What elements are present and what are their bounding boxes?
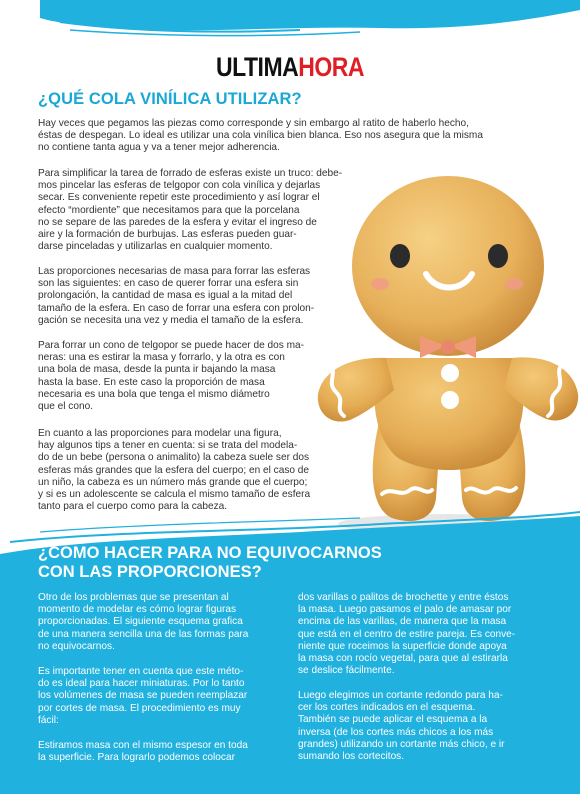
text-line: tanto para el cuerpo como para la cabeza. [38, 501, 228, 513]
section2-heading [38, 544, 458, 582]
logo-hora: HORA [298, 52, 364, 82]
text-line: que está en el centro de estire pareja. Es conve- [298, 628, 516, 640]
text-line: proporcionadas. El siguiente esquema grafica [38, 616, 243, 628]
paragraph-proporciones [38, 266, 378, 327]
text-line: Las proporciones necesarias de masa para forrar las esferas [38, 266, 311, 277]
text-line: se deslice fácilmente. [298, 665, 395, 677]
text-line: niente que roceimos la superficie donde apoya [298, 640, 507, 652]
brand-logo [0, 52, 580, 83]
text-line: sumando los cortecitos. [298, 751, 405, 763]
text-line: un niño, la cabeza es un número más grande que el cuerpo; [38, 476, 308, 488]
intro-paragraph [38, 118, 558, 155]
text-line: y si es un adolescente se calcula el mismo tamaño de esfera [38, 489, 311, 501]
text-line: Otro de los problemas que se presentan al [38, 592, 229, 603]
text-line: son las siguientes: en caso de querer forrar una esfera sin [38, 278, 299, 290]
logo-ultima: ULTIMA [216, 52, 299, 82]
text-line: no contiene tanta agua y va a tener mejor adherencia. [38, 142, 280, 154]
section1-heading: ¿QUÉ COLA VINÍLICA UTILIZAR? [38, 90, 302, 108]
heading-line: CON LAS PROPORCIONES? [38, 563, 262, 581]
text-line: hasta la base. En este caso la proporción de masa [38, 376, 265, 388]
right-paragraph-2 [298, 690, 548, 763]
text-line: Para forrar un cono de telgopor se puede hacer de dos ma- [38, 340, 304, 351]
text-line: tamaño de la esfera. En caso de forrar una esfera con prolon- [38, 302, 315, 314]
text-line: esferas más grandes que la esfera del cuerpo; en el caso de [38, 464, 310, 476]
text-line: la masa. Luego pasamos el palo de amasar por [298, 604, 512, 616]
text-line: aire y la formación de burbujas. Las esferas pueden guar- [38, 229, 297, 241]
text-line: encima de las varillas, de manera que la masa [298, 616, 507, 628]
text-line: secar. Es conveniente repetir este procedimiento y así lograr el [38, 192, 320, 204]
text-line: necesaria es una bola que tenga el mismo diámetro [38, 388, 270, 400]
text-line: Hay veces que pegamos las piezas como corresponde y sin embargo al ratito de haberlo hecho, [38, 118, 469, 129]
left-paragraph-2 [38, 666, 288, 727]
text-line: no se separe de las paredes de la esfera y evitar el ingreso de [38, 216, 317, 228]
text-line: En cuanto a las proporciones para modelar una figura, [38, 428, 282, 439]
text-line: efecto “mordiente” que necesitamos para que la porcelana [38, 204, 300, 216]
text-line: neras: una es estirar la masa y forrarlo, y la otra es con [38, 352, 285, 364]
text-line: darse pinceladas y utilizarlas en cualquier momento. [38, 241, 273, 253]
text-line: de una manera sencilla una de las formas para [38, 628, 249, 640]
text-line: grandes) utilizando un cortante más chico, e ir [298, 738, 505, 750]
text-line: no equivocarnos. [38, 640, 115, 652]
text-line: fácil: [38, 714, 59, 726]
text-line: una bola de masa, desde la punta ir bajando la masa [38, 364, 276, 376]
text-line: Para simplificar la tarea de forrado de esferas existe un truco: debe- [38, 168, 343, 179]
paragraph-forrado [38, 168, 388, 253]
paragraph-cono [38, 340, 348, 413]
text-line: la masa con rocío vegetal, para que al estirarla [298, 653, 508, 665]
text-line: los volúmenes de masa se pueden reemplazar [38, 690, 248, 702]
text-line: dos varillas o palitos de brochette y entre éstos [298, 592, 509, 603]
text-line: que el cono. [38, 401, 93, 413]
text-line: gación se necesita una vez y media el tamaño de la esfera. [38, 314, 304, 326]
paragraph-figura [38, 428, 358, 513]
text-line: do es ideal para hacer miniaturas. Por lo tanto [38, 678, 245, 690]
left-paragraph-1 [38, 592, 288, 653]
text-line: mos pincelar las esferas de telgopor con cola vinílica y dejarlas [38, 180, 321, 192]
text-line: Estiramos masa con el mismo espesor en toda [38, 740, 248, 751]
top-wave-banner [0, 0, 580, 42]
text-line: hay algunos tips a tener en cuenta: si se trata del modela- [38, 440, 298, 452]
text-line: éstas de despegan. Lo ideal es utilizar una cola vinílica bien blanca. Eso nos asegura que la misma [38, 130, 483, 142]
text-line: do de un bebe (persona o animalito) la cabeza suele ser dos [38, 452, 310, 464]
text-line: Luego elegimos un cortante redondo para ha- [298, 690, 503, 701]
heading-line: ¿CÓMO HACER PARA NO EQUIVOCARNOS [38, 544, 382, 562]
text-line: la superficie. Para lograrlo podemos colocar [38, 752, 235, 764]
text-line: prolongación, la cantidad de masa es igual a la mitad del [38, 290, 293, 302]
text-line: Es importante tener en cuenta que este méto- [38, 666, 244, 677]
left-paragraph-3 [38, 740, 288, 764]
text-line: momento de modelar es cómo lograr figuras [38, 604, 237, 616]
text-line: inversa (de los cortes más chicos a los más [298, 726, 494, 738]
text-line: También se puede aplicar el esquema a la [298, 714, 488, 726]
text-line: por cortes de masa. El procedimiento es muy [38, 702, 241, 714]
text-line: cer los cortes indicados en el esquema. [298, 702, 476, 714]
right-paragraph-1 [298, 592, 548, 677]
